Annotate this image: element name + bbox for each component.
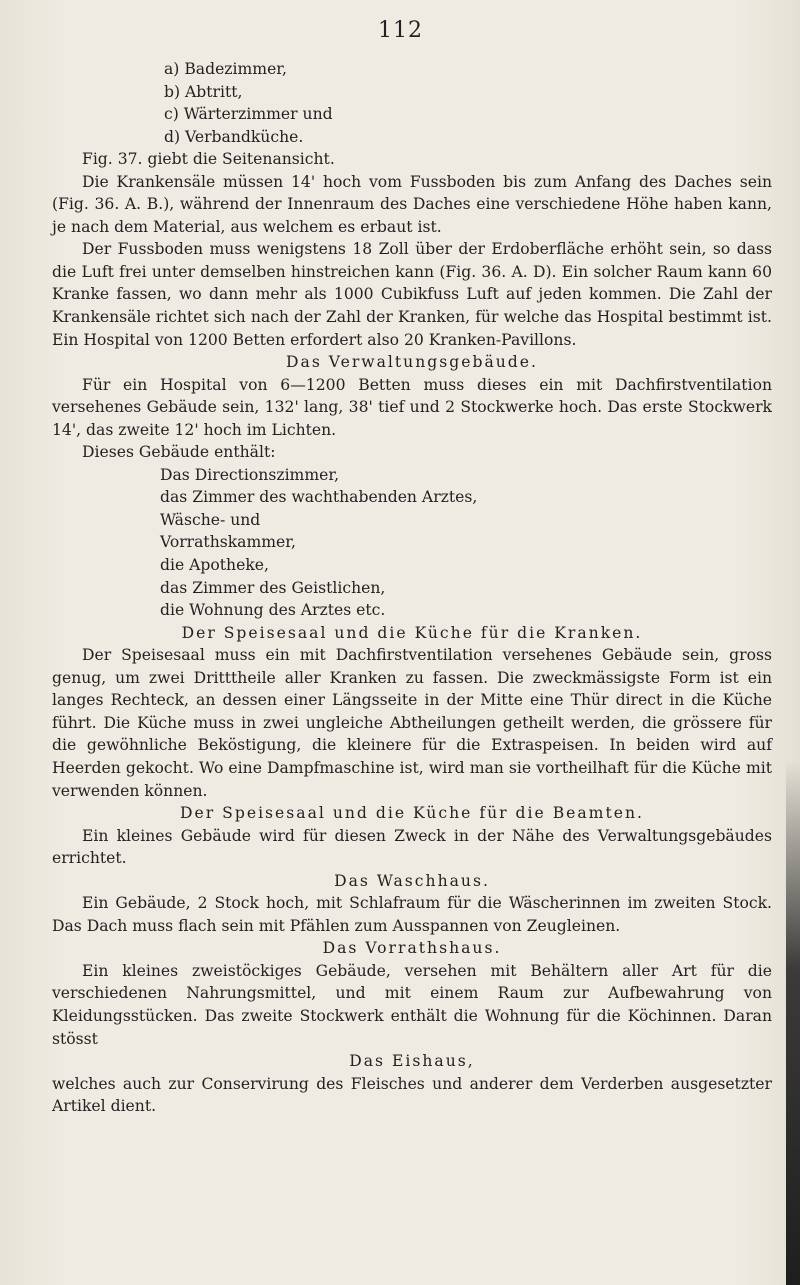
list-item: Das Directionszimmer, (160, 465, 340, 484)
page-body (52, 58, 772, 1118)
section-heading-verwaltung: Das Verwaltungsgebäude. (286, 353, 538, 372)
paragraph-krankensaele: Die Krankensäle müssen 14' hoch vom Fussboden bis zum Anfang des Daches sein (Fig. 36. A. B.), während der Innenraum des Daches eine verschiedene Höhe haben kann, je nach dem Material, aus welchem es erbaut ist. (52, 172, 772, 236)
section-heading-speisesaal-kranke: Der Speisesaal und die Küche für die Kranken. (181, 623, 643, 642)
paragraph-fussboden: Der Fussboden muss wenigstens 18 Zoll über der Erdoberfläche erhöht sein, so dass die Luft frei unter demselben hinstreichen kann (Fig. 36. A. D). Ein solcher Raum kann 60 Kranke fassen, wo dann mehr als 1000 Cubikfuss Luft auf jeden kommen. Die Zahl der Krankensäle richtet sich nach der Zahl der Kranken, für welche das Hospital bestimmt ist. Ein Hospital von 1200 Betten erfordert also 20 Kranken-Pavillons. (52, 240, 772, 349)
paragraph-verwaltung: Für ein Hospital von 6—1200 Betten muss dieses ein mit Dachfirstventilation versehenes Gebäude sein, 132' lang, 38' tief und 2 Stockwerke hoch. Das erste Stockwerk 14', das zweite 12' hoch im Lichten. (52, 375, 772, 439)
paragraph-speisesaal-kranke: Der Speisesaal muss ein mit Dachfirstventilation versehenes Gebäude sein, gross genug, um zwei Dritttheile aller Kranken zu fassen. Die zweckmässigste Form ist ein langes Rechteck, an dessen einer Längsseite in der Mitte eine Thür direct in die Küche führt. Die Küche muss in zwei ungleiche Abtheilungen getheilt werden, die grössere für die gewöhnliche Beköstigung, die kleinere für die Extraspeisen. In beiden wird auf Heerden gekocht. Wo eine Dampfmaschine ist, wird man sie vortheilhaft für die Küche mit verwenden können. (52, 646, 772, 800)
page-edge-shadow (786, 760, 800, 1285)
paragraph-fig37: Fig. 37. giebt die Seitenansicht. (82, 150, 335, 169)
list-item: d) Verbandküche. (164, 127, 304, 146)
list-item: a) Badezimmer, (164, 60, 288, 78)
section-heading-speisesaal-beamte: Der Speisesaal und die Küche für die Beamten. (180, 804, 644, 823)
section-heading-vorrathshaus: Das Vorrathshaus. (322, 939, 502, 958)
paragraph-vorrathshaus: Ein kleines zweistöckiges Gebäude, versehen mit Behältern aller Art für die verschiedenen Nahrungsmittel, und mit einem Raum zur Aufbewahrung von Kleidungsstücken. Das zweite Stockwerk enthält die Wohnung für die Köchinnen. Daran stösst (52, 961, 772, 1048)
paragraph-eishaus: welches auch zur Conservirung des Fleisches und anderer dem Verderben ausgesetzter Artikel dient. (52, 1074, 772, 1116)
list-item: Wäsche- und (160, 510, 261, 529)
paragraph-enthaelt: Dieses Gebäude enthält: (82, 443, 276, 462)
page-number: 112 (378, 18, 423, 43)
list-item: die Wohnung des Arztes etc. (160, 601, 386, 620)
list-item: b) Abtritt, (164, 82, 243, 101)
paragraph-speisesaal-beamte: Ein kleines Gebäude wird für diesen Zweck in der Nähe des Verwaltungsgebäudes errichtet. (52, 826, 772, 868)
list-item: Vorrathskammer, (160, 533, 296, 552)
section-heading-waschhaus: Das Waschhaus. (334, 871, 490, 890)
list-item: das Zimmer des wachthabenden Arztes, (160, 488, 478, 507)
list-item: c) Wärterzimmer und (164, 105, 333, 124)
paragraph-waschhaus: Ein Gebäude, 2 Stock hoch, mit Schlafraum für die Wäscherinnen im zweiten Stock. Das Dach muss flach sein mit Pfählen zum Ausspannen von Zeugleinen. (52, 894, 772, 935)
section-heading-eishaus: Das Eishaus, (349, 1052, 475, 1071)
list-item: das Zimmer des Geistlichen, (160, 578, 386, 597)
list-item: die Apotheke, (160, 556, 269, 575)
